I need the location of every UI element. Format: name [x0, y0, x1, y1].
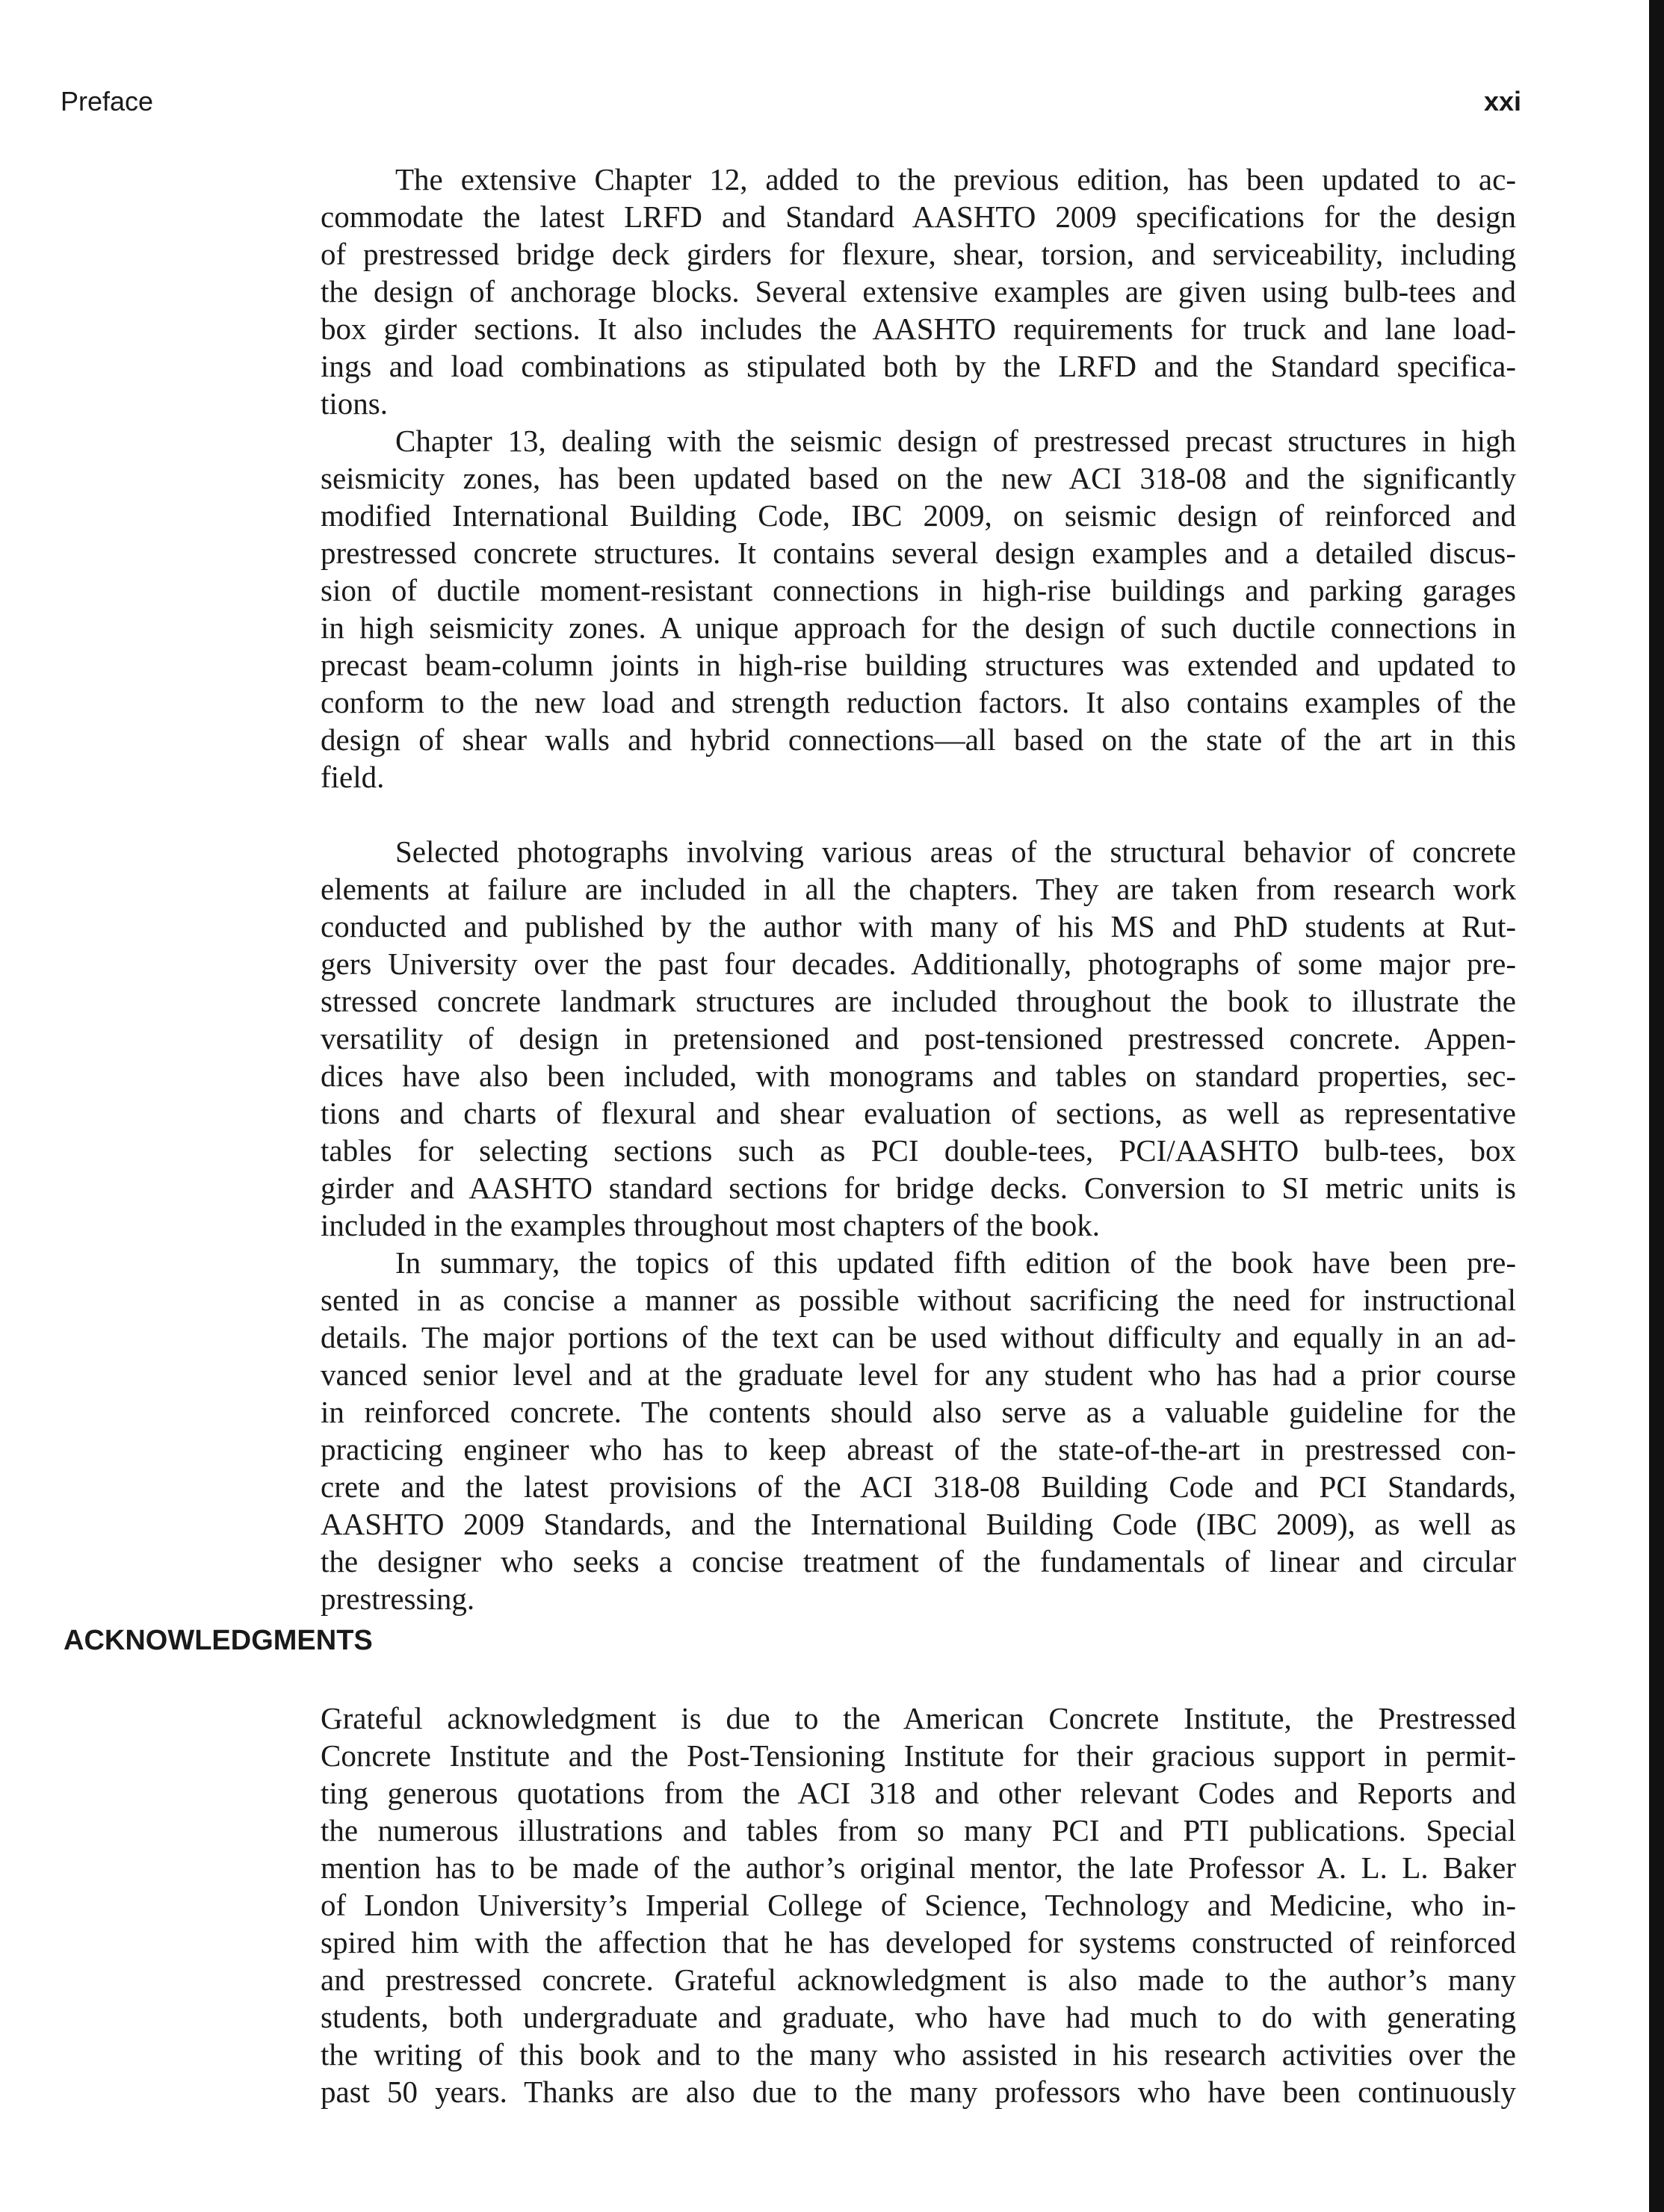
text-line: and prestressed concrete. Grateful acknowledgment is also made to the author’s many	[321, 1962, 1516, 1997]
text-line: past 50 years. Thanks are also due to the many professors who have been continuously	[321, 2075, 1516, 2109]
acknowledgments-body	[321, 1700, 1516, 2110]
text-line: The extensive Chapter 12, added to the previous edition, has been updated to ac-	[395, 162, 1516, 196]
text-line: precast beam-column joints in high-rise building structures was extended and updated to	[321, 648, 1516, 682]
text-line: of London University’s Imperial College of Science, Technology and Medicine, who in-	[321, 1888, 1516, 1922]
text-line: tions and charts of flexural and shear evaluation of sections, as well as representative	[321, 1096, 1516, 1130]
text-line: dices have also been included, with monograms and tables on standard properties, sec-	[321, 1059, 1516, 1093]
text-line: of prestressed bridge deck girders for flexure, shear, torsion, and serviceability, including	[321, 237, 1516, 271]
text-line: students, both undergraduate and graduate, who have had much to do with generating	[321, 2000, 1516, 2034]
text-line: vanced senior level and at the graduate level for any student who has had a prior course	[321, 1357, 1516, 1392]
text-line: Selected photographs involving various areas of the structural behavior of concrete	[395, 834, 1516, 869]
text-line: elements at failure are included in all the chapters. They are taken from research work	[321, 872, 1516, 906]
text-line: crete and the latest provisions of the ACI 318-08 Building Code and PCI Standards,	[321, 1469, 1516, 1504]
text-line: stressed concrete landmark structures are included throughout the book to illustrate the	[321, 984, 1516, 1018]
text-line: modified International Building Code, IBC 2009, on seismic design of reinforced and	[321, 498, 1516, 533]
text-line: sion of ductile moment-resistant connections in high-rise buildings and parking garages	[321, 573, 1516, 607]
text-line: commodate the latest LRFD and Standard AASHTO 2009 specifications for the design	[321, 199, 1516, 234]
text-line: details. The major portions of the text can be used without difficulty and equally in an ad-	[321, 1320, 1516, 1354]
text-line: spired him with the affection that he has developed for systems constructed of reinforced	[321, 1925, 1516, 1959]
text-line: included in the examples throughout most chapters of the book.	[321, 1208, 1100, 1242]
running-header-title: Preface	[61, 86, 154, 117]
text-line: In summary, the topics of this updated fifth edition of the book have been pre-	[395, 1245, 1516, 1280]
text-line: conform to the new load and strength reduction factors. It also contains examples of the	[321, 685, 1516, 719]
text-line: mention has to be made of the author’s original mentor, the late Professor A. L. L. Baker	[321, 1850, 1516, 1885]
paragraph	[321, 1244, 1516, 1617]
text-line: design of shear walls and hybrid connections—all based on the state of the art in this	[321, 722, 1516, 757]
text-line: Grateful acknowledgment is due to the American Concrete Institute, the Prestressed	[321, 1701, 1516, 1735]
text-line: sented in as concise a manner as possible without sacrificing the need for instructional	[321, 1283, 1516, 1317]
text-line: the design of anchorage blocks. Several extensive examples are given using bulb-tees and	[321, 274, 1516, 309]
text-line	[321, 796, 1516, 833]
text-line: AASHTO 2009 Standards, and the International Building Code (IBC 2009), as well as	[321, 1507, 1516, 1541]
text-line: practicing engineer who has to keep abreast of the state-of-the-art in prestressed con-	[321, 1432, 1516, 1466]
text-line: in high seismicity zones. A unique approach for the design of such ductile connections in	[321, 610, 1516, 645]
text-line: conducted and published by the author with many of his MS and PhD students at Rut-	[321, 909, 1516, 944]
acknowledgments-heading: ACKNOWLEDGMENTS	[64, 1625, 373, 1656]
text-line: box girder sections. It also includes the AASHTO requirements for truck and lane load-	[321, 312, 1516, 346]
text-line: prestressing.	[321, 1581, 475, 1616]
text-line: ings and load combinations as stipulated both by the LRFD and the Standard specifica-	[321, 349, 1516, 383]
paragraph	[321, 161, 1516, 422]
text-line: tions.	[321, 386, 388, 421]
text-line: seismicity zones, has been updated based on the new ACI 318-08 and the significantly	[321, 461, 1516, 495]
text-line: ting generous quotations from the ACI 318 and other relevant Codes and Reports and	[321, 1776, 1516, 1810]
text-line: the numerous illustrations and tables from so many PCI and PTI publications. Special	[321, 1813, 1516, 1847]
text-line: the writing of this book and to the many who assisted in his research activities over the	[321, 2037, 1516, 2072]
page-edge-shadow	[1649, 0, 1664, 2212]
page-number: xxi	[1484, 86, 1522, 117]
paragraph	[321, 833, 1516, 1244]
text-line: the designer who seeks a concise treatment of the fundamentals of linear and circular	[321, 1544, 1516, 1579]
preface-body	[321, 161, 1516, 1617]
text-line: gers University over the past four decades. Additionally, photographs of some major pre-	[321, 947, 1516, 981]
text-line: versatility of design in pretensioned and post-tensioned prestressed concrete. Appen-	[321, 1021, 1516, 1056]
text-line: in reinforced concrete. The contents should also serve as a valuable guideline for the	[321, 1395, 1516, 1429]
text-line: Chapter 13, dealing with the seismic design of prestressed precast structures in high	[395, 424, 1516, 458]
text-line: field.	[321, 760, 385, 794]
text-line: Concrete Institute and the Post-Tensioning Institute for their gracious support in permit-	[321, 1738, 1516, 1773]
paragraph	[321, 422, 1516, 833]
text-line: prestressed concrete structures. It contains several design examples and a detailed discus-	[321, 536, 1516, 570]
text-line: girder and AASHTO standard sections for bridge decks. Conversion to SI metric units is	[321, 1171, 1516, 1205]
text-line: tables for selecting sections such as PCI double-tees, PCI/AASHTO bulb-tees, box	[321, 1133, 1516, 1168]
